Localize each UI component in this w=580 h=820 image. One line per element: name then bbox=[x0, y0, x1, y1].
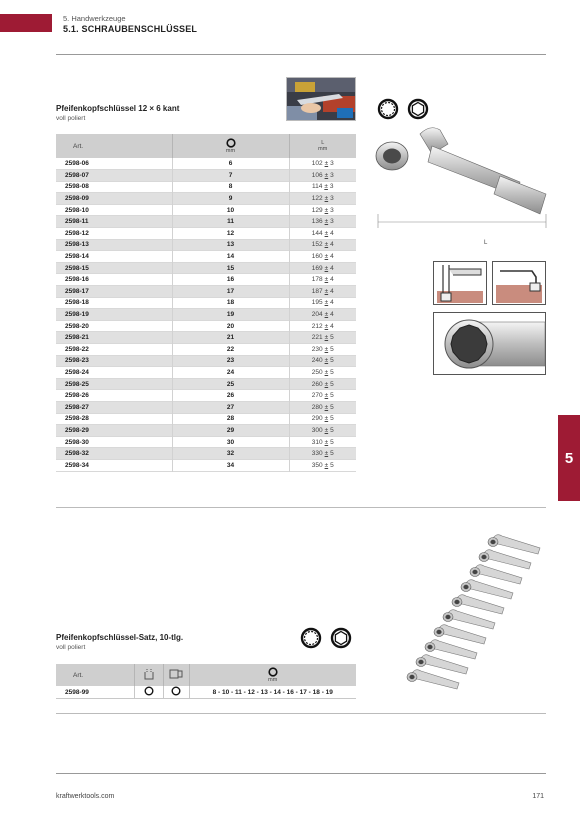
wrench-size: 17 bbox=[172, 286, 289, 298]
article-number: 2598-08 bbox=[65, 183, 89, 191]
col-header-hole-icon bbox=[134, 664, 163, 686]
profile-icons bbox=[376, 97, 432, 126]
brand-color-tab bbox=[0, 14, 52, 32]
hex-icon bbox=[332, 629, 350, 647]
table-row bbox=[56, 309, 356, 321]
table-row bbox=[56, 193, 356, 205]
article-number: 2598-06 bbox=[65, 160, 89, 168]
wrench-size: 29 bbox=[172, 425, 289, 437]
article-number: 2598-13 bbox=[65, 241, 89, 249]
set-wrench-item bbox=[407, 670, 459, 689]
header-divider bbox=[56, 54, 546, 55]
wrench-length: 152 ± 4 bbox=[289, 239, 356, 251]
wrench-length: 270 ± 5 bbox=[289, 390, 356, 402]
wrench-size-icon bbox=[226, 138, 236, 148]
wrench-size: 13 bbox=[172, 239, 289, 251]
article-number: 2598-15 bbox=[65, 264, 89, 272]
article-number: 2598-27 bbox=[65, 403, 89, 411]
wrench-length: 129 ± 3 bbox=[289, 204, 356, 216]
set-wrench-item bbox=[425, 640, 477, 659]
table-row bbox=[56, 320, 356, 332]
set-title: Pfeifenkopfschlüssel-Satz, 10-tlg. bbox=[56, 633, 184, 642]
wrench-size: 18 bbox=[172, 297, 289, 309]
wrench-dimension-diagram bbox=[370, 124, 550, 259]
set-wrench-item bbox=[416, 655, 468, 674]
hex-icon bbox=[409, 100, 427, 118]
set-wrench-item bbox=[461, 580, 513, 599]
set-wrench-item bbox=[443, 610, 495, 629]
wrench-length: 221 ± 5 bbox=[289, 332, 356, 344]
col-header-size: mm bbox=[172, 134, 289, 158]
wrench-length: 169 ± 4 bbox=[289, 262, 356, 274]
wrench-size: 30 bbox=[172, 436, 289, 448]
wrench-length: 290 ± 5 bbox=[289, 413, 356, 425]
product-subtitle: voll poliert bbox=[56, 115, 86, 122]
table-row bbox=[56, 355, 356, 367]
set-spec-table bbox=[56, 664, 356, 699]
wrench-length: 250 ± 5 bbox=[289, 367, 356, 379]
wrench-length: 330 ± 5 bbox=[289, 448, 356, 460]
wrench-size: 20 bbox=[172, 320, 289, 332]
table-row bbox=[56, 274, 356, 286]
table-row bbox=[56, 367, 356, 379]
col-header-length: L mm bbox=[289, 134, 356, 158]
col-header-socket-icon bbox=[163, 664, 189, 686]
col-header-size: mm bbox=[189, 664, 356, 686]
wrench-size: 19 bbox=[172, 309, 289, 321]
wrench-length: 350 ± 5 bbox=[289, 459, 356, 471]
article-number: 2598-07 bbox=[65, 171, 89, 179]
wrench-size: 32 bbox=[172, 448, 289, 460]
set-wrench-item bbox=[479, 550, 531, 569]
wrench-length: 240 ± 5 bbox=[289, 355, 356, 367]
col-header-article: Art. bbox=[73, 671, 84, 679]
article-number: 2598-25 bbox=[65, 380, 89, 388]
wrench-size: 9 bbox=[172, 193, 289, 205]
table-row bbox=[56, 436, 356, 448]
article-number: 2598-14 bbox=[65, 253, 89, 261]
article-number: 2598-10 bbox=[65, 206, 89, 214]
article-number: 2598-30 bbox=[65, 438, 89, 446]
wrench-length: 195 ± 4 bbox=[289, 297, 356, 309]
usage-sketch-right bbox=[492, 261, 546, 310]
article-number: 2598-28 bbox=[65, 415, 89, 423]
wrench-size: 27 bbox=[172, 401, 289, 413]
wrench-size: 21 bbox=[172, 332, 289, 344]
section-divider-bottom bbox=[56, 713, 546, 714]
table-row bbox=[56, 181, 356, 193]
table-row bbox=[56, 344, 356, 356]
size-list: 8 - 10 - 11 - 12 - 13 - 14 - 16 - 17 - 18 - 19 bbox=[189, 686, 356, 699]
wrench-size: 34 bbox=[172, 459, 289, 471]
wrench-size: 26 bbox=[172, 390, 289, 402]
article-number: 2598-23 bbox=[65, 357, 89, 365]
table-row bbox=[56, 158, 356, 170]
set-wrench-item bbox=[470, 565, 522, 584]
usage-sketch-left bbox=[433, 261, 487, 310]
through-hole-icon bbox=[143, 668, 155, 680]
article-number: 2598-11 bbox=[65, 218, 89, 226]
table-row bbox=[56, 401, 356, 413]
wrench-length: 187 ± 4 bbox=[289, 286, 356, 298]
wrench-size: 22 bbox=[172, 344, 289, 356]
article-number: 2598-34 bbox=[65, 461, 89, 469]
table-row bbox=[56, 459, 356, 471]
article-number: 2598-09 bbox=[65, 195, 89, 203]
twelve-point-icon bbox=[379, 100, 397, 118]
table-row bbox=[56, 686, 356, 699]
wrench-length: 230 ± 5 bbox=[289, 344, 356, 356]
footer-url[interactable]: kraftwerktools.com bbox=[56, 793, 115, 800]
wrench-length: 136 ± 3 bbox=[289, 216, 356, 228]
article-number: 2598-16 bbox=[65, 276, 89, 284]
chapter-side-tab[interactable]: 5 bbox=[558, 415, 580, 501]
wrench-size: 14 bbox=[172, 251, 289, 263]
table-row bbox=[56, 216, 356, 228]
table-row bbox=[56, 297, 356, 309]
article-number: 2598-19 bbox=[65, 311, 89, 319]
article-number: 2598-20 bbox=[65, 322, 89, 330]
footer-divider bbox=[56, 773, 546, 774]
table-row bbox=[56, 170, 356, 182]
wrench-size: 23 bbox=[172, 355, 289, 367]
article-number: 2598-99 bbox=[56, 686, 134, 699]
product-usage-photo bbox=[286, 77, 356, 121]
article-number: 2598-26 bbox=[65, 392, 89, 400]
check-ring-icon bbox=[144, 686, 154, 696]
article-number: 2598-32 bbox=[65, 450, 89, 458]
wrench-set-photo bbox=[392, 530, 552, 705]
wrench-size: 10 bbox=[172, 204, 289, 216]
set-wrench-item bbox=[452, 595, 504, 614]
table-row bbox=[56, 262, 356, 274]
set-wrench-item bbox=[434, 625, 486, 644]
wrench-size: 11 bbox=[172, 216, 289, 228]
product-spec-table bbox=[56, 134, 356, 472]
set-wrench-item bbox=[488, 535, 540, 554]
socket-profile-icon bbox=[169, 668, 183, 680]
wrench-size: 25 bbox=[172, 378, 289, 390]
article-number: 2598-29 bbox=[65, 426, 89, 434]
table-row bbox=[56, 413, 356, 425]
breadcrumb-section: 5.1. SCHRAUBENSCHLÜSSEL bbox=[63, 24, 198, 34]
table-row bbox=[56, 251, 356, 263]
table-row bbox=[56, 204, 356, 216]
table-row bbox=[56, 239, 356, 251]
article-number: 2598-17 bbox=[65, 287, 89, 295]
wrench-length: 102 ± 3 bbox=[289, 158, 356, 170]
article-number: 2598-12 bbox=[65, 229, 89, 237]
wrench-size: 16 bbox=[172, 274, 289, 286]
page-number: 171 bbox=[532, 793, 544, 800]
section-divider bbox=[56, 507, 546, 508]
product-title: Pfeifenkopfschlüssel 12 × 6 kant bbox=[56, 104, 180, 113]
wrench-length: 300 ± 5 bbox=[289, 425, 356, 437]
article-number: 2598-18 bbox=[65, 299, 89, 307]
wrench-length: 204 ± 4 bbox=[289, 309, 356, 321]
article-number: 2598-22 bbox=[65, 345, 89, 353]
wrench-length: 106 ± 3 bbox=[289, 170, 356, 182]
wrench-size: 12 bbox=[172, 228, 289, 240]
table-row bbox=[56, 448, 356, 460]
wrench-length: 280 ± 5 bbox=[289, 401, 356, 413]
article-number: 2598-21 bbox=[65, 334, 89, 342]
set-profile-icons bbox=[299, 626, 355, 655]
wrench-length: 212 ± 4 bbox=[289, 320, 356, 332]
set-subtitle: voll poliert bbox=[56, 644, 86, 651]
twelve-point-icon bbox=[302, 629, 320, 647]
table-row bbox=[56, 378, 356, 390]
wrench-length: 160 ± 4 bbox=[289, 251, 356, 263]
article-number: 2598-24 bbox=[65, 368, 89, 376]
table-row bbox=[56, 228, 356, 240]
wrench-size: 7 bbox=[172, 170, 289, 182]
breadcrumb-chapter: 5. Handwerkzeuge bbox=[63, 14, 126, 23]
wrench-length: 114 ± 3 bbox=[289, 181, 356, 193]
wrench-length: 178 ± 4 bbox=[289, 274, 356, 286]
wrench-size: 28 bbox=[172, 413, 289, 425]
table-row bbox=[56, 332, 356, 344]
table-row bbox=[56, 286, 356, 298]
wrench-size: 8 bbox=[172, 181, 289, 193]
col-header-article: Art. bbox=[73, 142, 84, 150]
wrench-length: 260 ± 5 bbox=[289, 378, 356, 390]
length-label: L bbox=[484, 240, 488, 246]
socket-closeup-image bbox=[433, 312, 546, 380]
wrench-length: 310 ± 5 bbox=[289, 436, 356, 448]
wrench-size-icon bbox=[268, 667, 278, 677]
table-row bbox=[56, 390, 356, 402]
wrench-size: 24 bbox=[172, 367, 289, 379]
wrench-size: 15 bbox=[172, 262, 289, 274]
check-ring-icon bbox=[171, 686, 181, 696]
wrench-length: 144 ± 4 bbox=[289, 228, 356, 240]
table-row bbox=[56, 425, 356, 437]
wrench-length: 122 ± 3 bbox=[289, 193, 356, 205]
wrench-size: 6 bbox=[172, 158, 289, 170]
